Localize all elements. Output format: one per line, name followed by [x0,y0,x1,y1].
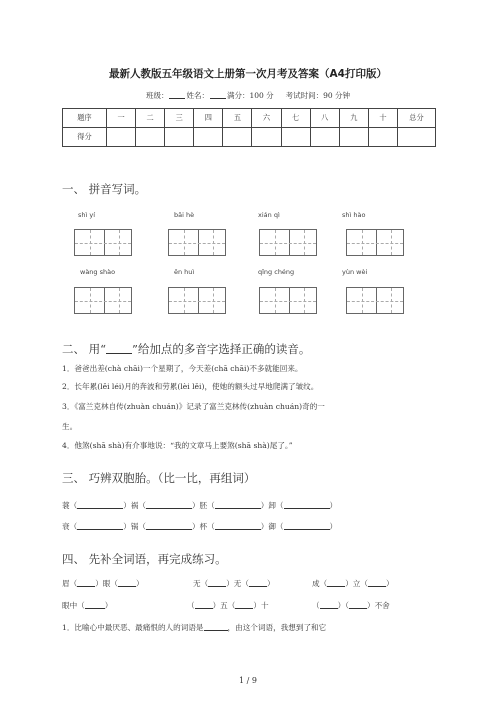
idiom-fill-5 [187,600,269,611]
answer-blank[interactable] [368,579,386,587]
answer-blank[interactable] [284,501,330,509]
char-label: ）祸（ [123,501,146,510]
char-label: 蓑（ [62,501,78,510]
char-label: ）锅（ [123,522,146,531]
score-blank-cell[interactable] [194,128,223,147]
char-label: ） [329,522,338,531]
question-text: 1．比喻心中最厌恶、最痛恨的人的词语是 [62,623,204,632]
score-table-header-row [63,109,436,128]
pinyin-label: wàng shào [80,268,116,276]
score-cell: 九 [339,109,368,128]
char-label: ） [329,501,338,510]
char-label: ）卸（ [260,501,284,510]
pinyin-label: yùn wèi [342,268,368,276]
score-blank-cell[interactable] [107,128,136,147]
pinyin-label: qǐng chéng [258,268,295,276]
section-2-title [62,341,310,357]
idiom-part: （ [187,601,195,610]
writing-grid[interactable] [346,229,404,256]
name-label: 姓名： [186,91,209,100]
answer-blank[interactable] [235,601,253,609]
answer-blank[interactable] [327,579,345,587]
section-1-title: 一、 拼音写词。 [62,182,147,196]
idiom-fill-3 [312,578,394,589]
page-number: 1 / 9 [239,676,257,685]
class-blank [169,91,185,99]
writing-grid[interactable] [74,287,132,314]
compare-row-2 [62,521,337,532]
score-cell: 八 [310,109,339,128]
idiom-part: 眼中（ [62,601,85,610]
pinyin-label: xián qì [258,211,280,219]
writing-grid[interactable] [168,229,226,256]
question-text: ，由这个词语，我想到了和它 [227,623,327,632]
answer-blank[interactable] [349,601,367,609]
exam-info [0,90,496,101]
question-line: 生。 [62,422,78,431]
idiom-part: ）立（ [345,579,368,588]
score-cell: 三 [165,109,194,128]
answer-blank[interactable] [215,501,261,509]
exam-time: 考试时间：90 分钟 [285,91,351,100]
score-blank-cell[interactable] [339,128,368,147]
score-table [62,108,436,147]
idiom-part: ） [135,579,144,588]
name-blank [210,91,226,99]
score-cell: 一 [107,109,136,128]
idiom-fill-2 [193,578,275,589]
answer-blank[interactable] [146,501,192,509]
question-line: 3．《富兰克林自传(zhuàn chuán)》记录了富兰克林传(zhuàn chuán)奇的一 [62,402,325,411]
pinyin-label: bāi hè [174,211,195,219]
score-cell: 十 [368,109,397,128]
idiom-part: ） [385,579,394,588]
writing-grid[interactable] [74,229,132,256]
idiom-fill-1 [62,578,144,589]
answer-blank[interactable] [77,522,123,530]
score-cell: 六 [252,109,281,128]
score-blank-cell[interactable] [398,128,436,147]
idiom-part: 成（ [312,579,328,588]
score-blank-cell[interactable] [252,128,281,147]
writing-grid[interactable] [259,287,317,314]
idiom-part: 眉（ [62,579,78,588]
idiom-part: ）眼（ [95,579,118,588]
answer-blank[interactable] [85,601,105,609]
idiom-part: 无（ [193,579,209,588]
idiom-part: ）（ [337,601,349,610]
idiom-part: ）无（ [226,579,249,588]
question-line: 2．长年累(lěi léi)月的奔波和劳累(lèi lěi)，使她的额头过早地爬满了皱纹。 [62,382,319,391]
question-line [62,622,326,633]
idiom-part: ）不舍 [366,601,390,610]
pinyin-label: ēn huì [174,268,195,276]
answer-blank[interactable] [249,579,267,587]
answer-blank[interactable] [204,623,228,631]
score-blank-cell[interactable] [310,128,339,147]
score-table-score-row [63,128,436,147]
score-cell: 七 [281,109,310,128]
score-row-label: 得分 [63,128,107,147]
section-2-title-b: ”给加点的多音字选择正确的读音。 [132,342,311,356]
writing-grid[interactable] [259,229,317,256]
idiom-part: ） [104,601,113,610]
answer-blank[interactable] [320,601,338,609]
score-blank-cell[interactable] [281,128,310,147]
writing-grid[interactable] [346,287,404,314]
section-3-title: 三、 巧辨双胞胎。（比一比，再组词） [62,471,256,485]
score-cell: 四 [194,109,223,128]
answer-blank[interactable] [284,522,330,530]
score-cell: 题序 [63,109,107,128]
full-score: 满分：100 分 [226,91,274,100]
score-blank-cell[interactable] [368,128,397,147]
answer-blank[interactable] [146,522,192,530]
compare-row-1 [62,500,337,511]
score-cell: 总分 [398,109,436,128]
char-label: ）胚（ [191,501,215,510]
section-4-title: 四、 先补全词语，再完成练习。 [62,552,227,566]
idiom-fill-6 [312,600,390,611]
answer-blank[interactable] [215,522,261,530]
score-blank-cell[interactable] [223,128,252,147]
writing-grid[interactable] [168,287,226,314]
title-blank [106,346,132,354]
question-line: 4．他煞(shā shà)有介事地说：“我的文章马上要煞(shā shà)尾了。” [62,441,293,450]
idiom-fill-4 [62,600,112,611]
pinyin-label: shì yí [78,211,96,219]
answer-blank[interactable] [208,579,226,587]
answer-blank[interactable] [77,501,123,509]
char-label: ）御（ [260,522,284,531]
idiom-part: ）十 [253,601,269,610]
answer-blank[interactable] [195,601,213,609]
score-blank-cell[interactable] [136,128,165,147]
section-2-title-a: 二、 用“ [62,342,107,356]
page-title: 最新人教版五年级语文上册第一次月考及答案（A4打印版） [109,68,387,80]
idiom-part: （ [312,601,320,610]
char-label: 衰（ [62,522,78,531]
answer-blank[interactable] [118,579,136,587]
char-label: ）杯（ [191,522,215,531]
score-cell: 五 [223,109,252,128]
pinyin-label: shì hào [342,211,366,219]
idiom-part: ） [266,579,275,588]
score-blank-cell[interactable] [165,128,194,147]
idiom-part: ）五（ [212,601,236,610]
question-line: 1．爸爸出差(chà chāi)一个星期了，今天差(chā chāi)不多就能回来。 [62,364,303,373]
answer-blank[interactable] [77,579,95,587]
score-cell: 二 [136,109,165,128]
class-label: 班级： [145,91,169,100]
